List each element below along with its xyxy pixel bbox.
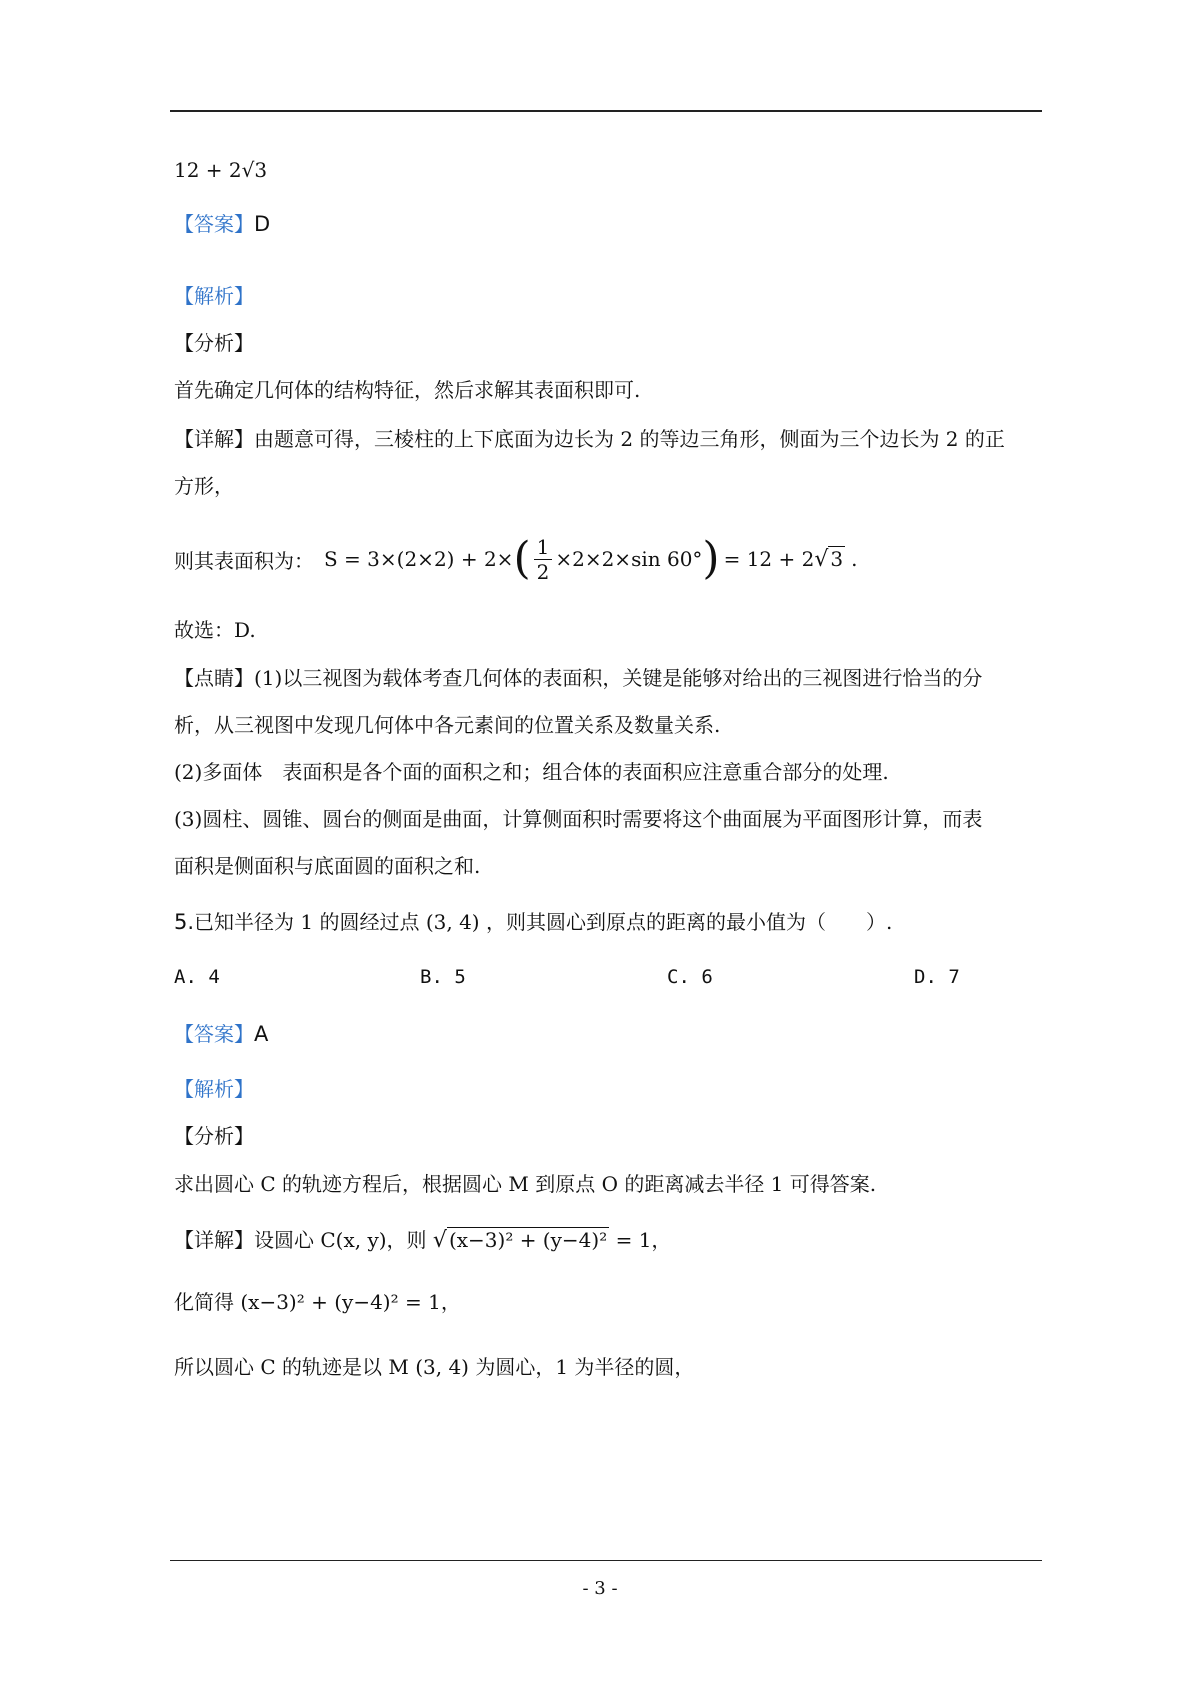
previous-option-value: 12 + 2√3 [174,158,268,182]
distance-sqrt: √ (x−3)² + (y−4)² [432,1228,608,1253]
option-d: D. 7 [914,966,960,988]
q5-fenxi-label: 【分析】 [174,1124,254,1148]
answer-label: 【答案】 [174,212,254,236]
q5-simplify: 化简得 (x−3)² + (y−4)² = 1， [174,1290,461,1314]
q4-dianjing-line-3: (2)多面体 表面积是各个面的面积之和；组合体的表面积应注意重合部分的处理. [174,760,889,784]
right-paren: ) [702,533,720,584]
q4-dianjing-line-2: 析，从三视图中发现几何体中各元素间的位置关系及数量关系. [174,713,721,737]
answer-value: D [254,212,271,236]
answer-label: 【答案】 [174,1022,254,1046]
q5-fenxi-text: 求出圆心 C 的轨迹方程后，根据圆心 M 到原点 O 的距离减去半径 1 可得答案. [174,1172,877,1196]
left-paren: ( [513,533,531,584]
option-a: A. 4 [174,966,220,988]
q4-xiangjie-line-1: 【详解】由题意可得，三棱柱的上下底面为边长为 2 的等边三角形，侧面为三个边长为 2 的正 [174,427,1005,451]
footer-rule [170,1560,1042,1561]
xiangjie-label: 【详解】 [174,1228,254,1252]
page-number: - 3 - [582,1578,618,1599]
xiangjie-label: 【详解】 [174,427,254,451]
q4-dianjing-line-1: 【点睛】(1)以三视图为载体考查几何体的表面积，关键是能够对给出的三视图进行恰当的分 [174,666,983,690]
dianjing-label: 【点睛】 [174,666,254,690]
q4-xiangjie-line-2: 方形， [174,474,234,498]
q4-fenxi-text: 首先确定几何体的结构特征，然后求解其表面积即可. [174,378,641,402]
q5-stem: 5.已知半径为 1 的圆经过点 (3, 4) ，则其圆心到原点的距离的最小值为（ ）. [174,910,893,934]
q5-answer [174,1020,268,1048]
question-number: 5. [174,910,195,934]
q4-dianjing-line-4: (3)圆柱、圆锥、圆台的侧面是曲面，计算侧面积时需要将这个曲面展为平面图形计算，而表 [174,807,983,831]
q4-choice: 故选：D. [174,618,256,642]
q4-surface-area-formula: 则其表面积为： S = 3×(2×2) + 2× ( $\frac{1}{2}$ ×2×2×sin 60° ) = 12 + 2 √ 3 . [174,533,858,584]
q4-fenxi-label: 【分析】 [174,331,254,355]
sqrt-three: √ 3 [814,546,844,572]
q4-dianjing-line-5: 面积是侧面积与底面圆的面积之和. [174,854,481,878]
q4-answer [174,210,270,238]
q5-conclusion: 所以圆心 C 的轨迹是以 M (3, 4) 为圆心，1 为半径的圆， [174,1355,695,1379]
option-b: B. 5 [420,966,466,988]
option-c: C. 6 [667,966,713,988]
q4-analysis-label: 【解析】 [174,284,254,308]
q5-xiangjie-line-1: 【详解】设圆心 C(x, y)，则 √ (x−3)² + (y−4)² = 1， [174,1228,672,1253]
q5-analysis-label: 【解析】 [174,1077,254,1101]
fraction-half: $\frac{1}{2}$ [534,535,553,584]
answer-value: A [254,1022,269,1046]
header-rule [170,110,1042,112]
